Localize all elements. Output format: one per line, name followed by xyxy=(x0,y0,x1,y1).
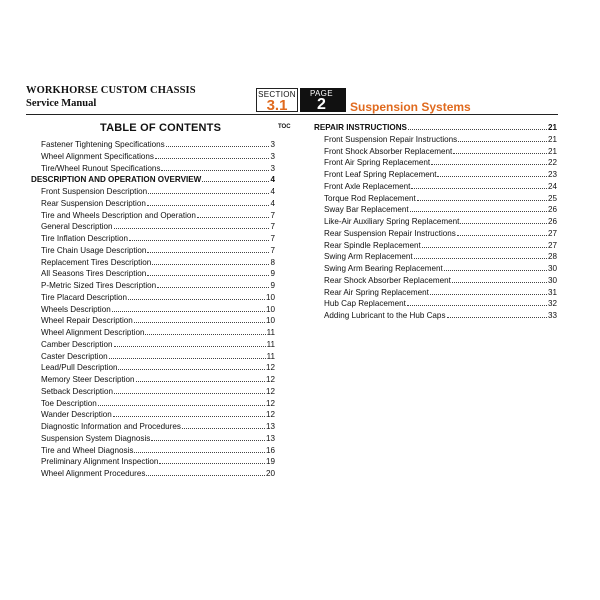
dot-leader xyxy=(430,287,547,295)
toc-entry-label: DESCRIPTION AND OPERATION OVERVIEW xyxy=(31,175,202,185)
toc-entry-page: 33 xyxy=(547,311,557,320)
dot-leader xyxy=(114,386,265,394)
toc-entry-page: 4 xyxy=(270,175,275,185)
section-number: 3.1 xyxy=(266,97,288,114)
dot-leader xyxy=(159,456,265,464)
toc-entry[interactable] xyxy=(31,409,275,421)
section-title: Suspension Systems xyxy=(350,100,471,114)
toc-entry-label: Setback Description xyxy=(41,386,113,396)
toc-entry-page: 26 xyxy=(547,205,557,215)
toc-entry-label: Toe Description xyxy=(41,398,97,408)
toc-entry[interactable] xyxy=(31,398,275,410)
toc-entry[interactable] xyxy=(31,268,275,280)
toc-entry-page: 11 xyxy=(266,351,275,361)
toc-entry[interactable] xyxy=(314,157,557,169)
dot-leader xyxy=(444,263,547,271)
toc-entry-page: 12 xyxy=(265,410,275,420)
toc-entry-label: Front Suspension Repair Instructions xyxy=(324,134,458,144)
toc-entry-page: 7 xyxy=(270,222,275,232)
toc-entry-page: 31 xyxy=(547,287,557,297)
header-divider xyxy=(26,114,558,115)
dot-leader xyxy=(410,204,547,212)
toc-entry[interactable] xyxy=(31,374,275,386)
toc-entry[interactable] xyxy=(31,151,275,163)
dot-leader xyxy=(146,468,265,476)
brand-name: WORKHORSE CUSTOM CHASSIS xyxy=(26,85,196,96)
toc-entry[interactable] xyxy=(31,468,275,480)
toc-entry-label: Tire Chain Usage Description xyxy=(41,245,147,255)
toc-entry[interactable] xyxy=(31,327,275,339)
toc-entry-page: 13 xyxy=(265,422,275,431)
dot-leader xyxy=(407,298,547,306)
toc-entry[interactable] xyxy=(314,310,557,322)
dot-leader xyxy=(197,210,270,218)
toc-entry-label: Preliminary Alignment Inspection xyxy=(41,457,159,467)
toc-title: TABLE OF CONTENTS xyxy=(100,122,222,134)
page-number: 2 xyxy=(317,96,326,113)
toc-entry-page: 19 xyxy=(265,457,275,467)
toc-entry[interactable] xyxy=(31,351,275,363)
toc-entry-label: Tire Inflation Description xyxy=(41,234,128,243)
toc-tag: TOC xyxy=(278,124,291,130)
toc-entry-label: Like-Air Auxiliary Spring Replacement xyxy=(324,217,460,226)
toc-entry-label: Wheel Alignment Procedures xyxy=(41,469,146,478)
dot-leader xyxy=(118,362,265,370)
dot-leader xyxy=(128,292,265,300)
dot-leader xyxy=(157,280,269,288)
toc-entry-page: 21 xyxy=(547,134,557,144)
toc-entry-page: 30 xyxy=(547,264,557,273)
toc-entry[interactable] xyxy=(314,169,557,181)
section-label: SECTION xyxy=(258,90,296,99)
toc-entry[interactable] xyxy=(31,421,275,433)
toc-entry[interactable] xyxy=(314,181,557,193)
toc-entry[interactable] xyxy=(31,257,275,269)
toc-entry-label: Diagnostic Information and Procedures xyxy=(41,422,181,431)
toc-entry-page: 10 xyxy=(265,304,275,314)
dot-leader xyxy=(417,193,547,201)
toc-entry[interactable] xyxy=(31,362,275,374)
toc-entry-label: Memory Steer Description xyxy=(41,375,135,384)
toc-entry-page: 8 xyxy=(270,257,275,267)
toc-entry[interactable] xyxy=(31,280,275,292)
toc-entry-page: 3 xyxy=(270,163,275,173)
dot-leader xyxy=(457,228,547,236)
toc-entry-label: Wander Description xyxy=(41,410,112,420)
toc-entry-label: General Description xyxy=(41,222,113,232)
toc-entry-label: Rear Shock Absorber Replacement xyxy=(324,275,451,285)
dot-leader xyxy=(147,245,269,253)
dot-leader xyxy=(114,221,270,229)
dot-leader xyxy=(155,151,270,159)
dot-leader xyxy=(411,181,547,189)
toc-entry-label: Tire/Wheel Runout Specifications xyxy=(41,163,161,173)
dot-leader xyxy=(452,275,547,283)
toc-entry[interactable] xyxy=(314,287,557,299)
toc-entry[interactable] xyxy=(31,339,275,351)
toc-entry-page: 7 xyxy=(270,234,275,243)
toc-entry-label: Swing Arm Bearing Replacement xyxy=(324,264,443,273)
toc-entry-label: Suspension System Diagnosis xyxy=(41,433,151,443)
toc-entry-label: Tire Placard Description xyxy=(41,292,128,302)
toc-entry-page: 10 xyxy=(265,316,275,326)
toc-entry-label: Rear Spindle Replacement xyxy=(324,240,421,250)
toc-entry-label: Front Suspension Description xyxy=(41,187,148,196)
toc-entry-label: Fastener Tightening Specifications xyxy=(41,140,165,149)
toc-entry-page: 23 xyxy=(547,170,557,179)
toc-entry-page: 16 xyxy=(265,445,275,455)
dot-leader xyxy=(458,134,547,142)
toc-entry-label: Wheels Description xyxy=(41,304,111,314)
toc-entry[interactable] xyxy=(31,315,275,327)
dot-leader xyxy=(134,315,265,323)
toc-entry-label: Adding Lubricant to the Hub Caps xyxy=(324,311,446,320)
toc-entry-page: 12 xyxy=(265,363,275,373)
dot-leader xyxy=(145,327,265,335)
toc-entry-page: 4 xyxy=(270,187,275,196)
toc-entry-label: Sway Bar Replacement xyxy=(324,205,409,215)
toc-entry-label: Rear Suspension Repair Instructions xyxy=(324,228,456,238)
manual-title: Service Manual xyxy=(26,98,97,109)
toc-right-column xyxy=(314,122,557,322)
toc-entry-page: 26 xyxy=(547,217,557,226)
dot-leader xyxy=(447,310,547,318)
toc-entry-label: Camber Description xyxy=(41,339,113,349)
toc-entry-page: 11 xyxy=(266,328,275,337)
toc-entry[interactable] xyxy=(31,245,275,257)
dot-leader xyxy=(136,374,265,382)
dot-leader xyxy=(161,163,269,171)
toc-entry[interactable] xyxy=(314,204,557,216)
toc-entry-label: Tire and Wheel Diagnosis xyxy=(41,445,134,455)
page-indicator xyxy=(300,88,346,112)
toc-entry-page: 12 xyxy=(265,386,275,396)
toc-entry-label: Swing Arm Replacement xyxy=(324,252,413,262)
toc-entry[interactable] xyxy=(31,221,275,233)
dot-leader xyxy=(98,398,265,406)
toc-entry-page: 21 xyxy=(547,123,557,132)
dot-leader xyxy=(109,351,266,359)
toc-entry[interactable] xyxy=(314,134,557,146)
dot-leader xyxy=(147,198,270,206)
toc-entry[interactable] xyxy=(31,139,275,151)
toc-entry[interactable] xyxy=(31,292,275,304)
toc-entry-label: Caster Description xyxy=(41,351,108,361)
toc-entry-label: Rear Suspension Description xyxy=(41,198,146,208)
toc-entry-page: 13 xyxy=(265,433,275,443)
toc-entry-page: 25 xyxy=(547,193,557,203)
toc-entry[interactable] xyxy=(31,174,275,186)
toc-entry-page: 28 xyxy=(547,252,557,262)
toc-entry[interactable] xyxy=(31,433,275,445)
dot-leader xyxy=(453,146,547,154)
toc-entry-page: 12 xyxy=(265,398,275,408)
toc-entry-page: 32 xyxy=(547,299,557,309)
toc-entry[interactable] xyxy=(314,275,557,287)
dot-leader xyxy=(129,233,270,241)
toc-entry[interactable] xyxy=(31,210,275,222)
toc-entry[interactable] xyxy=(31,233,275,245)
toc-entry-label: Front Shock Absorber Replacement xyxy=(324,146,453,156)
toc-entry-page: 24 xyxy=(547,181,557,191)
toc-entry[interactable] xyxy=(314,122,557,134)
toc-entry-label: Wheel Alignment Description xyxy=(41,328,145,337)
dot-leader xyxy=(134,445,265,453)
dot-leader xyxy=(422,240,547,248)
toc-entry-label: Torque Rod Replacement xyxy=(324,193,416,203)
dot-leader xyxy=(182,421,265,429)
toc-entry[interactable] xyxy=(314,228,557,240)
toc-entry-page: 9 xyxy=(270,281,275,290)
toc-entry-page: 4 xyxy=(270,198,275,208)
toc-entry-page: 30 xyxy=(547,275,557,285)
toc-entry-page: 27 xyxy=(547,240,557,250)
toc-entry-page: 21 xyxy=(547,146,557,156)
toc-entry[interactable] xyxy=(314,251,557,263)
toc-entry[interactable] xyxy=(31,456,275,468)
toc-entry-label: Wheel Repair Description xyxy=(41,316,133,326)
toc-entry-page: 27 xyxy=(547,228,557,238)
toc-entry-label: Rear Air Spring Replacement xyxy=(324,287,429,297)
toc-entry-page: 9 xyxy=(270,269,275,279)
toc-entry-page: 7 xyxy=(270,245,275,255)
dot-leader xyxy=(152,257,269,265)
toc-entry-page: 22 xyxy=(547,158,557,168)
toc-entry-page: 7 xyxy=(270,210,275,220)
dot-leader xyxy=(408,122,547,130)
toc-entry[interactable] xyxy=(314,263,557,275)
toc-entry-page: 20 xyxy=(265,469,275,478)
toc-entry[interactable] xyxy=(31,445,275,457)
dot-leader xyxy=(147,268,269,276)
dot-leader xyxy=(460,216,547,224)
page-label: PAGE xyxy=(310,89,333,98)
dot-leader xyxy=(431,157,547,165)
toc-entry[interactable] xyxy=(31,198,275,210)
toc-entry-label: Lead/Pull Description xyxy=(41,363,118,373)
toc-entry[interactable] xyxy=(314,146,557,158)
toc-entry-page: 10 xyxy=(265,292,275,302)
toc-entry-label: Front Axle Replacement xyxy=(324,181,411,191)
toc-entry-label: Hub Cap Replacement xyxy=(324,299,406,309)
toc-entry[interactable] xyxy=(31,163,275,175)
dot-leader xyxy=(148,186,269,194)
dot-leader xyxy=(151,433,265,441)
toc-entry[interactable] xyxy=(31,386,275,398)
dot-leader xyxy=(166,139,270,147)
toc-entry-page: 12 xyxy=(265,375,275,384)
toc-entry-label: Replacement Tires Description xyxy=(41,257,152,267)
toc-entry-label: REPAIR INSTRUCTIONS xyxy=(314,123,407,132)
dot-leader xyxy=(437,169,547,177)
toc-entry[interactable] xyxy=(314,240,557,252)
toc-entry-label: P-Metric Sized Tires Description xyxy=(41,281,157,290)
toc-entry-label: Front Leaf Spring Replacement xyxy=(324,170,437,179)
toc-entry[interactable] xyxy=(314,216,557,228)
toc-entry-label: Wheel Alignment Specifications xyxy=(41,151,154,161)
toc-entry[interactable] xyxy=(314,193,557,205)
toc-entry-label: Front Air Spring Replacement xyxy=(324,158,431,168)
toc-entry[interactable] xyxy=(314,298,557,310)
dot-leader xyxy=(414,251,547,259)
toc-entry[interactable] xyxy=(31,186,275,198)
toc-left-column xyxy=(31,139,275,480)
dot-leader xyxy=(112,304,265,312)
toc-entry[interactable] xyxy=(31,304,275,316)
toc-entry-page: 3 xyxy=(270,151,275,161)
toc-entry-page: 3 xyxy=(270,140,275,149)
toc-entry-label: Tire and Wheels Description and Operation xyxy=(41,210,196,220)
document-header xyxy=(26,84,196,110)
toc-entry-page: 11 xyxy=(266,339,275,349)
dot-leader xyxy=(113,409,265,417)
dot-leader xyxy=(114,339,266,347)
section-indicator xyxy=(256,88,298,112)
toc-entry-label: All Seasons Tires Description xyxy=(41,269,147,279)
dot-leader xyxy=(202,174,269,182)
